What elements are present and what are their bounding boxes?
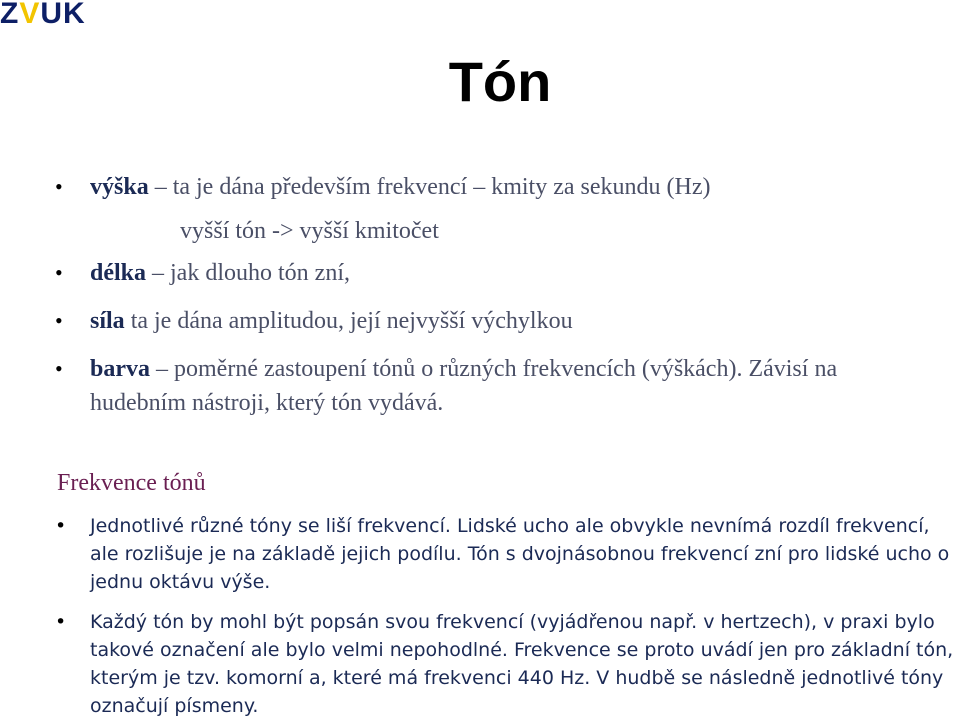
term-vyska: výška xyxy=(90,174,149,200)
section-heading: Frekvence tónů xyxy=(57,470,206,496)
bullet-icon: • xyxy=(55,356,63,381)
term-barva: barva xyxy=(90,356,150,382)
sub-line-vyska: vyšší tón -> vyšší kmitočet xyxy=(180,218,439,244)
logo-letters-uk: UK xyxy=(40,0,86,30)
bullet-icon: • xyxy=(55,308,63,333)
list-item xyxy=(55,608,960,720)
zvuk-logo xyxy=(0,0,86,32)
desc-delka: – jak dlouho tón zní, xyxy=(146,260,350,286)
paragraph-text: Každý tón by mohl být popsán svou frekvencí (vyjádřenou např. v hertzech), v praxi bylo takové označení ale bylo velmi nepohodlné. Frekvence se proto uvádí jen pro základní tón, kterým je tzv. komorní a, které má frekvenci 440 Hz. V hudbě se následně jednotlivé tóny označují písmeny. xyxy=(90,611,954,717)
list-item xyxy=(55,512,960,596)
term-sila: síla xyxy=(90,308,125,334)
logo-letter-v: V xyxy=(19,0,41,30)
property-list xyxy=(55,170,935,420)
page-title: Tón xyxy=(448,50,552,113)
bullet-icon: • xyxy=(55,174,63,199)
term-delka: délka xyxy=(90,260,147,286)
bullet-icon: • xyxy=(55,611,67,633)
bullet-icon: • xyxy=(55,260,63,285)
desc-vyska: – ta je dána především frekvencí – kmity za sekundu (Hz) xyxy=(148,174,711,200)
list-item-vyska xyxy=(55,170,935,204)
desc-sila: ta je dána amplitudou, její nejvyšší výchylkou xyxy=(124,308,573,334)
list-item-sila xyxy=(55,304,935,338)
logo-letter-z: Z xyxy=(0,0,20,30)
list-item-barva xyxy=(55,352,935,420)
paragraph-text: Jednotlivé různé tóny se liší frekvencí. Lidské ucho ale obvykle nevnímá rozdíl frekvencí, ale rozlišuje je na základě jejich podílu. Tón s dvojnásobnou frekvencí zní pro lidské ucho o jednu oktávu výše. xyxy=(90,515,950,593)
bullet-icon: • xyxy=(55,515,67,537)
frequency-list xyxy=(55,512,960,720)
list-item-delka xyxy=(55,256,935,290)
desc-barva: – poměrné zastoupení tónů o různých frekvencích (výškách). Závisí na hudebním nástroji, který tón vydává. xyxy=(90,356,838,416)
